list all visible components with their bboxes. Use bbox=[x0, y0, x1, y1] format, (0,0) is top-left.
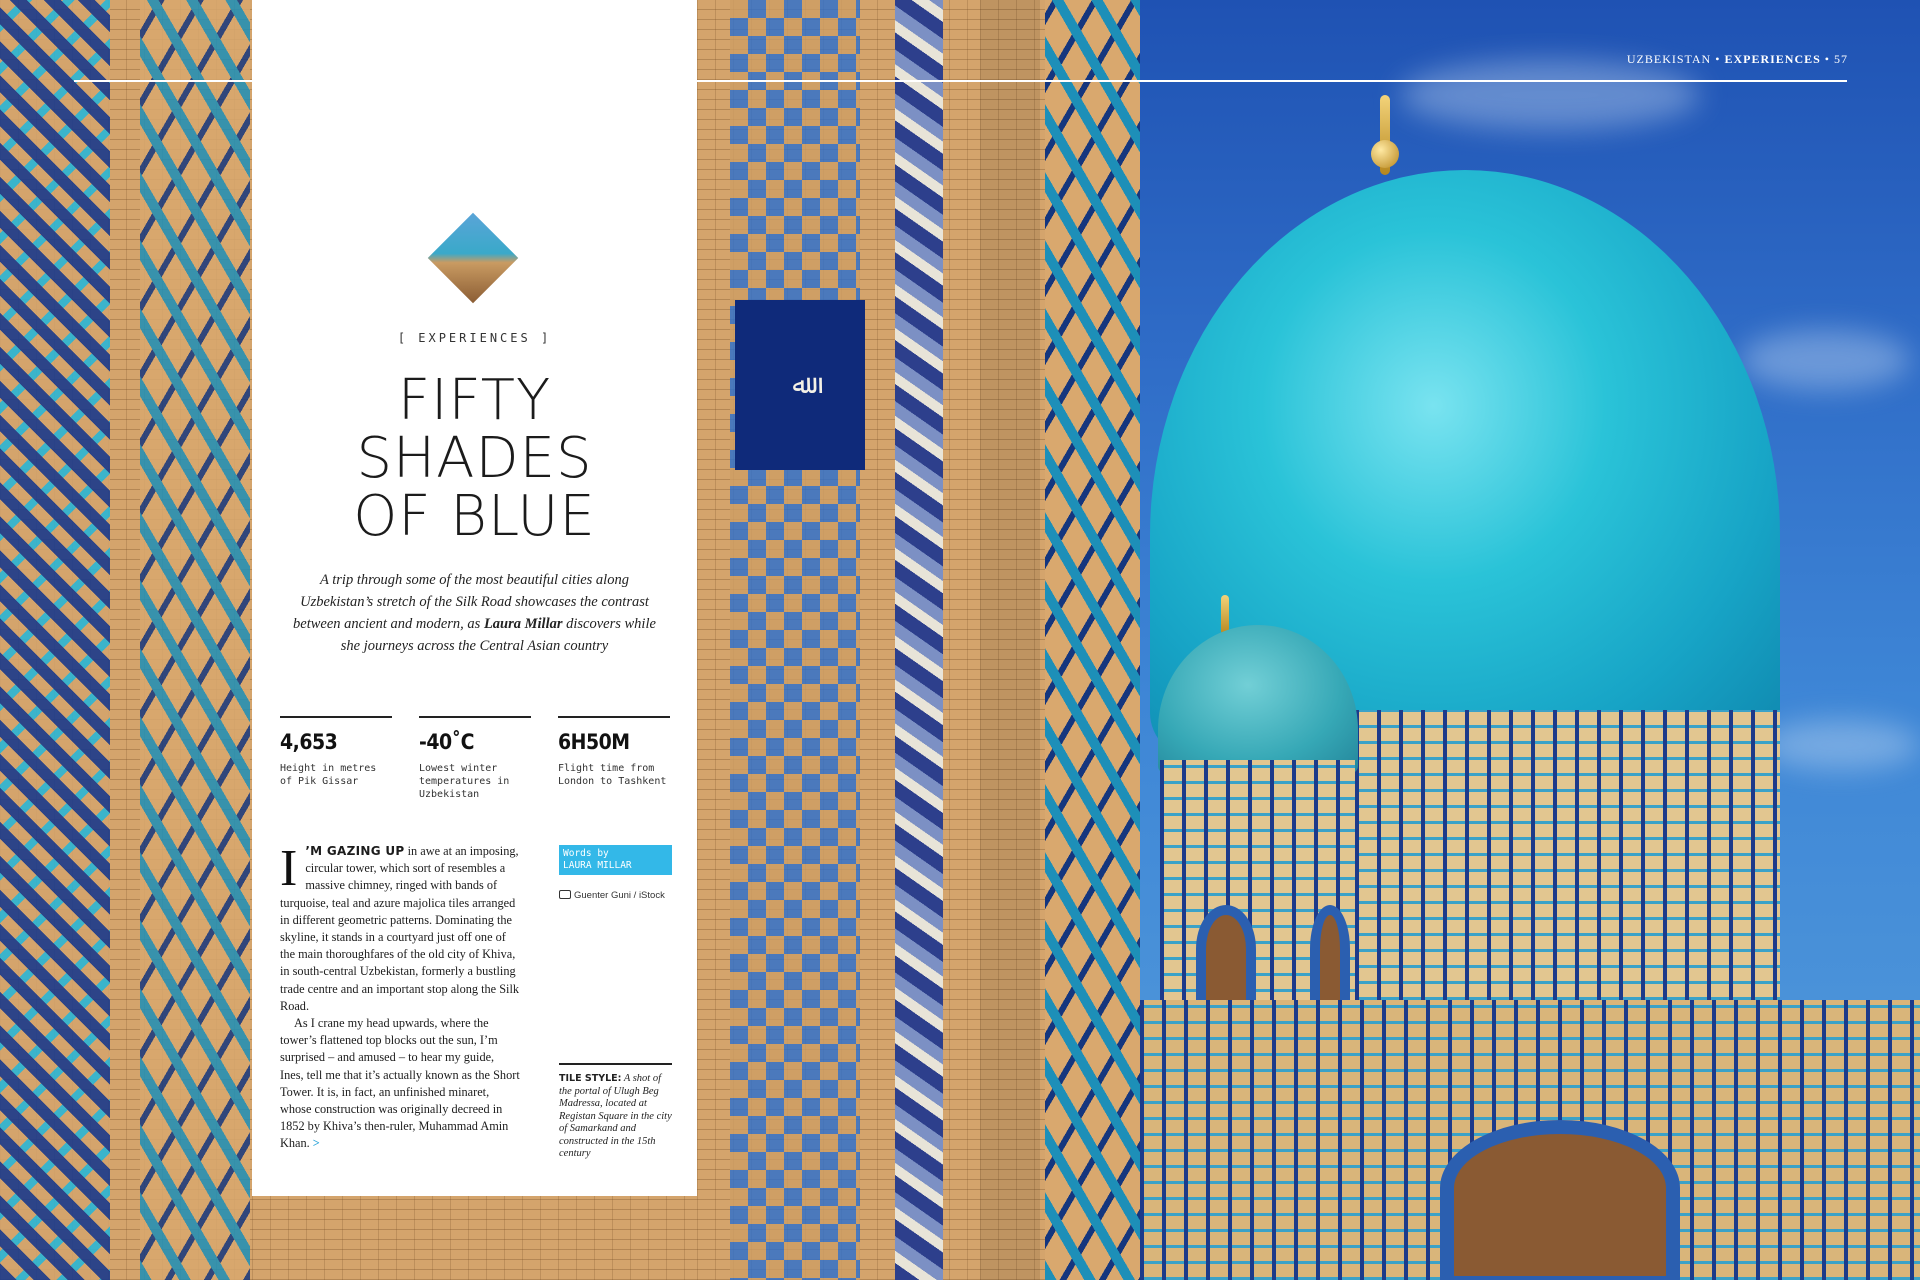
title-line: OF BLUE bbox=[353, 484, 596, 549]
header-rule-right bbox=[697, 80, 1847, 82]
stat-label: Flight time from London to Tashkent bbox=[558, 763, 667, 787]
thumbnail-diamond bbox=[428, 213, 518, 303]
article-panel bbox=[252, 0, 697, 1196]
running-head-section: EXPERIENCES bbox=[1724, 52, 1821, 66]
article-body bbox=[280, 840, 520, 1153]
cloud bbox=[1400, 60, 1700, 130]
standfirst-text: A trip through some of the most beautiful cities along Uzbekistan’s stretch of the Silk Road showcases the contrast between ancient and modern, as bbox=[293, 572, 649, 632]
running-head-country: UZBEKISTAN bbox=[1626, 52, 1712, 66]
lower-tile-wall bbox=[252, 1196, 697, 1280]
drum-arch bbox=[1310, 905, 1350, 1015]
lead-in: ’M GAZING UP bbox=[305, 844, 405, 858]
stat-item bbox=[419, 716, 531, 801]
running-head bbox=[1627, 52, 1848, 67]
running-head-separator: • bbox=[1715, 52, 1721, 66]
drop-cap: I bbox=[280, 840, 298, 897]
left-tile-band bbox=[140, 0, 250, 1280]
caption-label: TILE STYLE: bbox=[559, 1073, 622, 1084]
tile-column bbox=[1045, 0, 1145, 1280]
body-paragraph bbox=[280, 840, 520, 1015]
author-name: Laura Millar bbox=[483, 616, 563, 632]
section-kicker: [ EXPERIENCES ] bbox=[397, 331, 552, 345]
title-line: FIFTY bbox=[397, 368, 552, 433]
title-line: SHADES bbox=[356, 426, 593, 491]
dome-finial-ball bbox=[1371, 140, 1399, 168]
stats-row bbox=[280, 716, 670, 801]
dome-drum bbox=[1355, 710, 1780, 1000]
paragraph-text: in awe at an imposing, circular tower, which sort of resembles a massive chimney, ringed with bands of turquoise, teal and azure majolica tiles arranged in different geometric patterns. Dominating the skyline, it stands in a courtyard just off one of the main thoroughfares of the old city of Khiva, in south-central Uzbekistan, formerly a bustling trade centre and an important stop along the Silk Road. bbox=[280, 844, 520, 1013]
byline-author: LAURA MILLAR bbox=[563, 860, 632, 871]
photo-caption bbox=[559, 1063, 672, 1161]
left-tile-band bbox=[0, 0, 110, 1280]
standfirst bbox=[282, 569, 667, 657]
stat-value: -40˚C bbox=[419, 730, 474, 754]
stat-item bbox=[280, 716, 392, 801]
stat-item bbox=[558, 716, 670, 801]
photo-credit-text: Guenter Guni / iStock bbox=[574, 890, 665, 901]
byline-label: Words by bbox=[563, 848, 609, 859]
paragraph-text: As I crane my head upwards, where the tower’s flattened top blocks out the sun, I’m surprised – and amused – to hear my guide, Ines, tell me that it’s actually known as the Short Tower. It is, in fact, an unfinished minaret, whose construction was originally decreed in 1852 by Khiva’s then-ruler, Muhammad Amin Khan. bbox=[280, 1016, 520, 1151]
drum-arch bbox=[1196, 905, 1256, 1015]
stat-value: 4,653 bbox=[280, 730, 338, 754]
stat-value: 6H50M bbox=[558, 730, 630, 754]
continue-arrow-icon[interactable]: > bbox=[312, 1136, 320, 1151]
cloud bbox=[1760, 720, 1920, 770]
camera-icon bbox=[559, 890, 571, 899]
calligraphy-panel: ﷲ bbox=[735, 300, 865, 470]
twisted-column bbox=[895, 0, 943, 1280]
tile-column bbox=[980, 0, 1040, 1280]
dome-thumbnail-image bbox=[428, 213, 519, 304]
page-number: 57 bbox=[1834, 52, 1848, 66]
standfirst-text: discovers while she journeys across the Central Asian country bbox=[340, 616, 656, 654]
body-paragraph bbox=[280, 1015, 520, 1153]
cloud bbox=[1740, 330, 1910, 390]
article-title bbox=[252, 368, 697, 549]
running-head-separator: • bbox=[1824, 52, 1830, 66]
tile-column bbox=[730, 0, 860, 1280]
facade-arch bbox=[1440, 1120, 1680, 1280]
byline-box bbox=[559, 845, 672, 875]
photo-credit bbox=[559, 890, 665, 901]
stat-label: Height in metres of Pik Gissar bbox=[280, 763, 377, 787]
caption-text: A shot of the portal of Ulugh Beg Madressa, located at Registan Square in the city of Samarkand and constructed in the 15th century bbox=[559, 1073, 672, 1159]
stat-label: Lowest winter temperatures in Uzbekistan bbox=[419, 763, 510, 800]
